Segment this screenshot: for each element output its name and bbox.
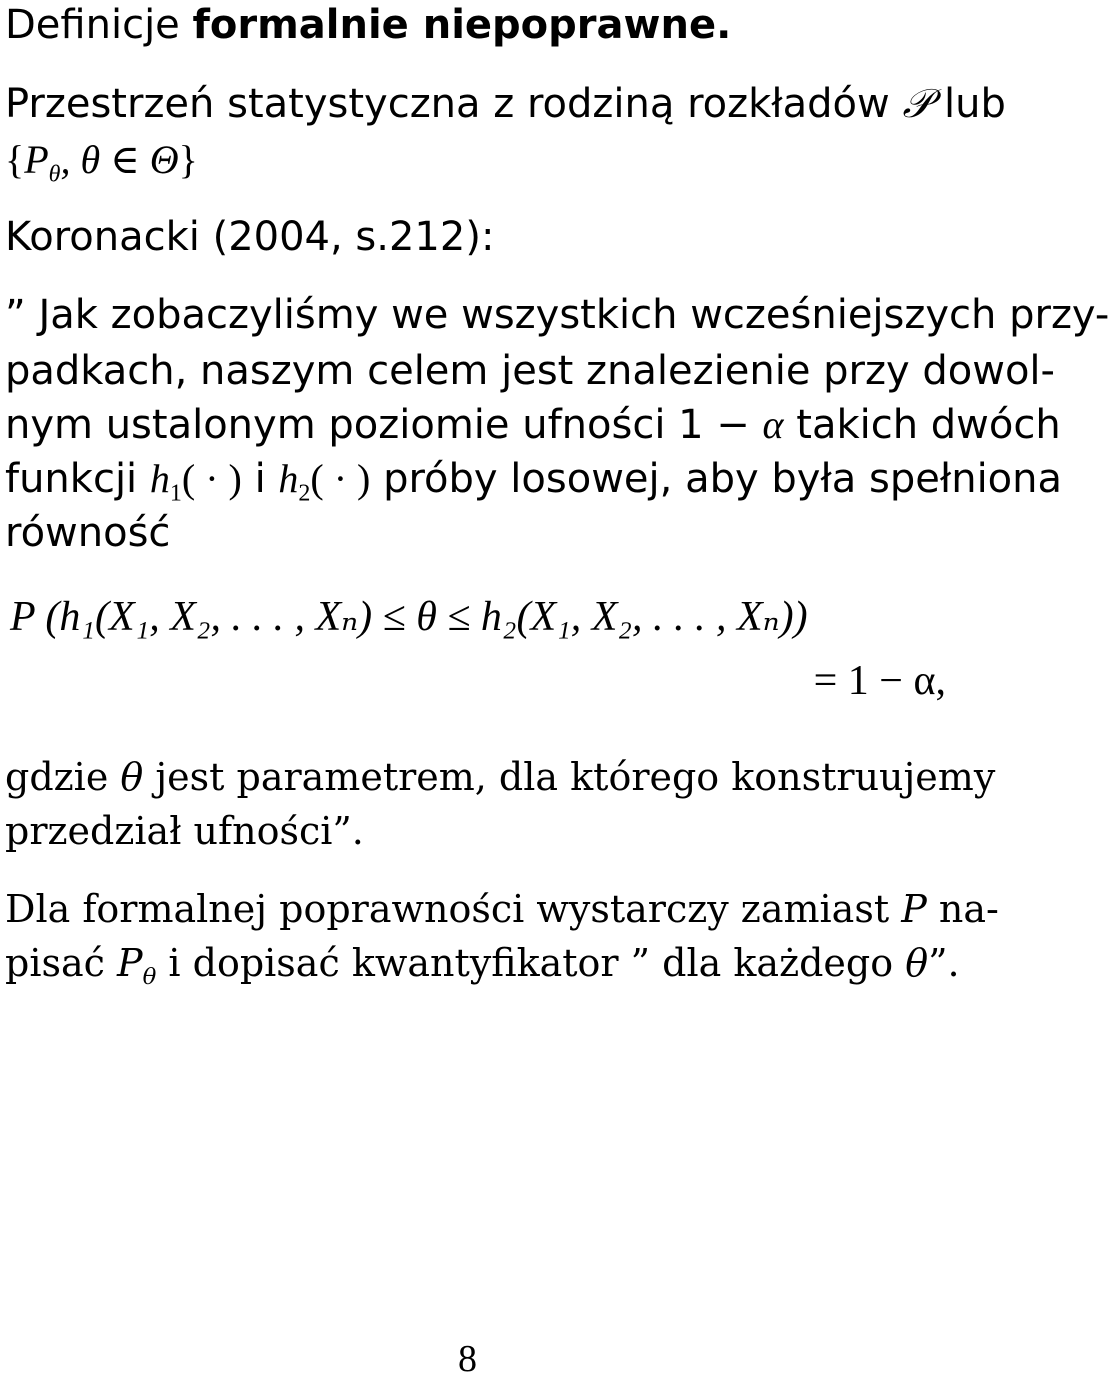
fix-line-2 — [5, 941, 960, 990]
after-formula-text: gdzie — [5, 755, 121, 799]
fix-line-2-text-c: ”. — [928, 941, 960, 985]
theta-symbol: θ — [120, 755, 144, 799]
h2-subscript: 2 — [298, 480, 311, 507]
fix-line-2-text: pisać — [5, 941, 117, 985]
h2-argument: ( · ) — [310, 456, 371, 501]
p-subscript: θ — [48, 161, 61, 188]
space-def-text-2: lub — [931, 81, 1006, 127]
citation: Koronacki (2004, s.212): — [5, 214, 495, 260]
p-theta-subscript: θ — [142, 963, 157, 990]
family-symbol: 𝒫 — [902, 81, 932, 126]
h1-argument: ( · ) — [181, 456, 242, 501]
page-number: 8 — [458, 1338, 477, 1380]
p-symbol-fix: P — [901, 887, 927, 931]
alpha-symbol: α — [762, 402, 784, 447]
quote-line-3 — [5, 402, 1061, 448]
fix-text-b: na- — [926, 887, 999, 931]
formula-line-1: P (h₁(X₁, X₂, . . . , Xₙ) ≤ θ ≤ h₂(X₁, X₂, . . . , Xₙ)) — [10, 594, 808, 640]
heading-regular: Definicje — [5, 2, 193, 48]
fix-text: Dla formalnej poprawności wystarczy zamiast — [5, 887, 902, 931]
param-set: , θ ∈ Θ — [60, 137, 179, 182]
formula-line-2 — [814, 660, 946, 702]
heading — [5, 2, 732, 48]
space-def-line-1 — [5, 81, 1006, 127]
quote-line-4 — [5, 456, 1063, 507]
heading-bold: formalnie niepoprawne. — [192, 2, 732, 48]
quote-line-4-text: funkcji — [5, 456, 150, 502]
quote-line-2: padkach, naszym celem jest znalezienie przy dowol- — [5, 348, 1055, 394]
after-formula-text-b: jest parametrem, dla którego konstruujemy — [143, 755, 996, 799]
after-formula-line-2: przedział ufności”. — [5, 809, 364, 853]
set-open-brace: { — [5, 137, 25, 182]
formula-result: = 1 − α, — [813, 658, 946, 704]
set-close-brace: } — [178, 137, 198, 182]
h2-symbol: h — [278, 456, 299, 501]
after-formula-line-1 — [5, 755, 996, 799]
fix-line-1 — [5, 887, 999, 931]
quote-line-3-text: nym ustalonym poziomie ufności 1 − — [5, 402, 763, 448]
theta-symbol-fix: θ — [905, 941, 929, 985]
space-def-line-2 — [5, 137, 198, 188]
p-theta-symbol: P — [117, 941, 143, 985]
quote-line-5: równość — [5, 510, 171, 556]
quote-line-4-text-b: próby losowej, aby była spełniona — [370, 456, 1063, 502]
h1-symbol: h — [149, 456, 170, 501]
fix-line-2-text-b: i dopisać kwantyfikator ” dla każdego — [156, 941, 906, 985]
p-symbol: P — [24, 137, 49, 182]
conjunction: i — [241, 456, 279, 502]
space-def-text: Przestrzeń statystyczna z rodziną rozkładów — [5, 81, 903, 127]
h1-subscript: 1 — [169, 480, 182, 507]
quote-line-3-text-b: takich dwóch — [783, 402, 1061, 448]
quote-line-1: ” Jak zobaczyliśmy we wszystkich wcześniejszych przy- — [5, 292, 1109, 338]
